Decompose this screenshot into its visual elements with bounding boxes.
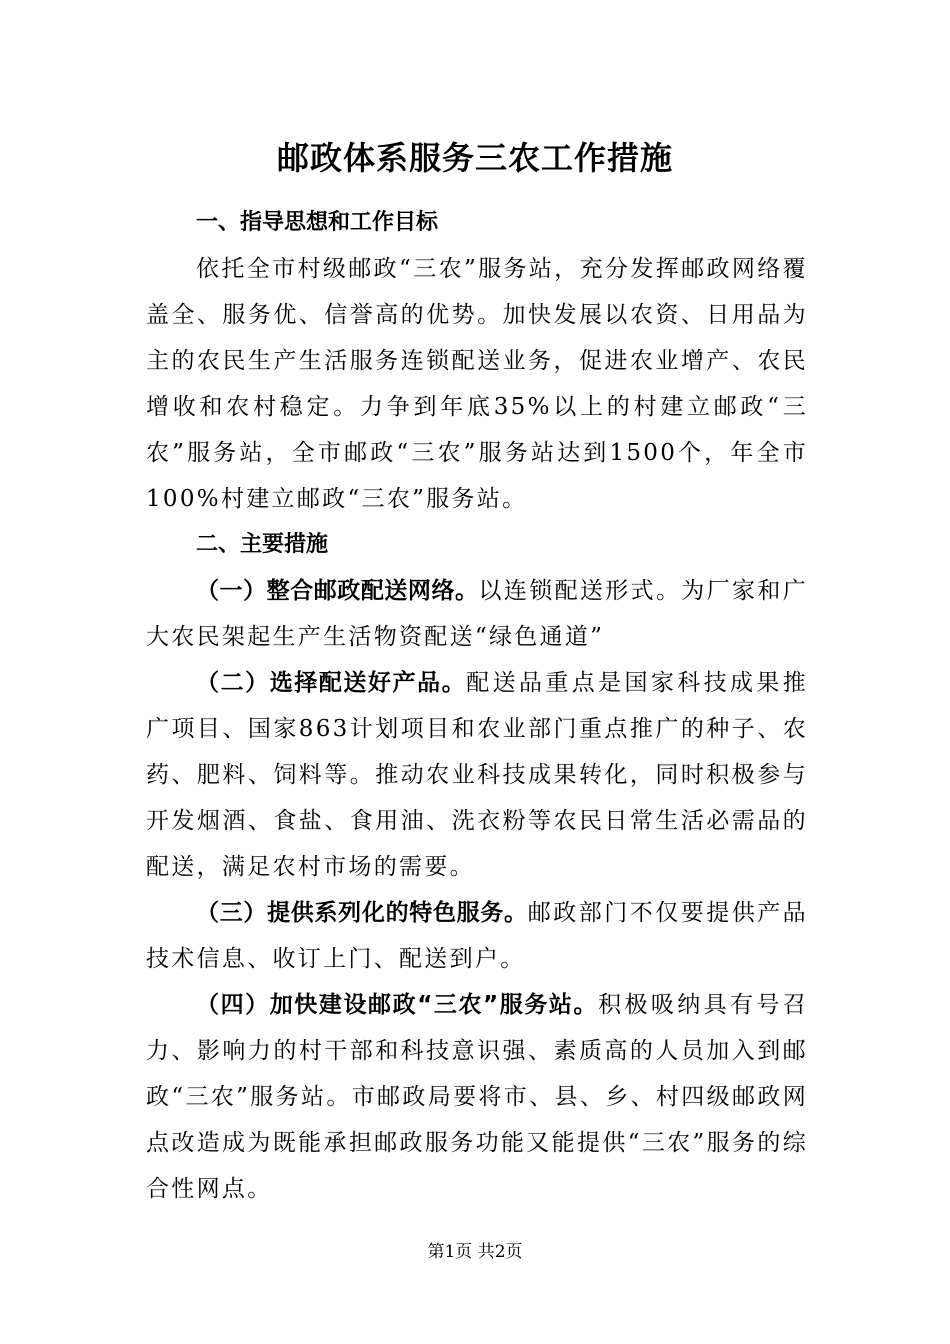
measure-lead-4: （四）加快建设邮政“三农”服务站。 [196, 992, 599, 1018]
measure-lead-1: （一）整合邮政配送网络。 [196, 578, 479, 604]
measure-paragraph-3 [146, 890, 808, 982]
measure-text-3: 邮政部门不仅要提供产品技术信息、收订上门、配送到户。 [146, 900, 808, 972]
measure-lead-3: （三）提供系列化的特色服务。 [196, 900, 528, 926]
measure-paragraph-4 [146, 982, 808, 1212]
measure-text-4: 积极吸纳具有号召力、影响力的村干部和科技意识强、素质高的人员加入到邮政“三农”服务站。市邮政局要将市、县、乡、村四级邮政网点改造成为既能承担邮政服务功能又能提供“三农”服务的综合性网点。 [146, 992, 809, 1202]
measure-lead-2: （二）选择配送好产品。 [196, 670, 467, 696]
page-title: 邮政体系服务三农工作措施 [276, 139, 673, 177]
section-heading-guiding: 一、指导思想和工作目标 [196, 210, 439, 235]
measure-text-2: 配送品重点是国家科技成果推广项目、国家863计划项目和农业部门重点推广的种子、农药、肥料、饲料等。推动农业科技成果转化，同时积极参与开发烟酒、食盐、食用油、洗衣粉等农民日常生活必需品的配送，满足农村市场的需要。 [146, 670, 808, 880]
measure-text-1: 以连锁配送形式。为厂家和广大农民架起生产生活物资配送“绿色通道” [146, 578, 808, 650]
measure-paragraph-1 [146, 568, 808, 660]
document-body [146, 200, 808, 1212]
measure-paragraph-2 [146, 660, 808, 890]
paragraph-guiding: 依托全市村级邮政“三农”服务站，充分发挥邮政网络覆盖全、服务优、信誉高的优势。加快发展以农资、日用品为主的农民生产生活服务连锁配送业务，促进农业增产、农民增收和农村稳定。力争到年底35%以上的村建立邮政“三农”服务站，全市邮政“三农”服务站达到1500个，年全市100%村建立邮政“三农”服务站。 [146, 256, 808, 512]
page-footer: 第1页 共2页 [427, 1242, 523, 1262]
section-heading-measures: 二、主要措施 [196, 532, 329, 557]
